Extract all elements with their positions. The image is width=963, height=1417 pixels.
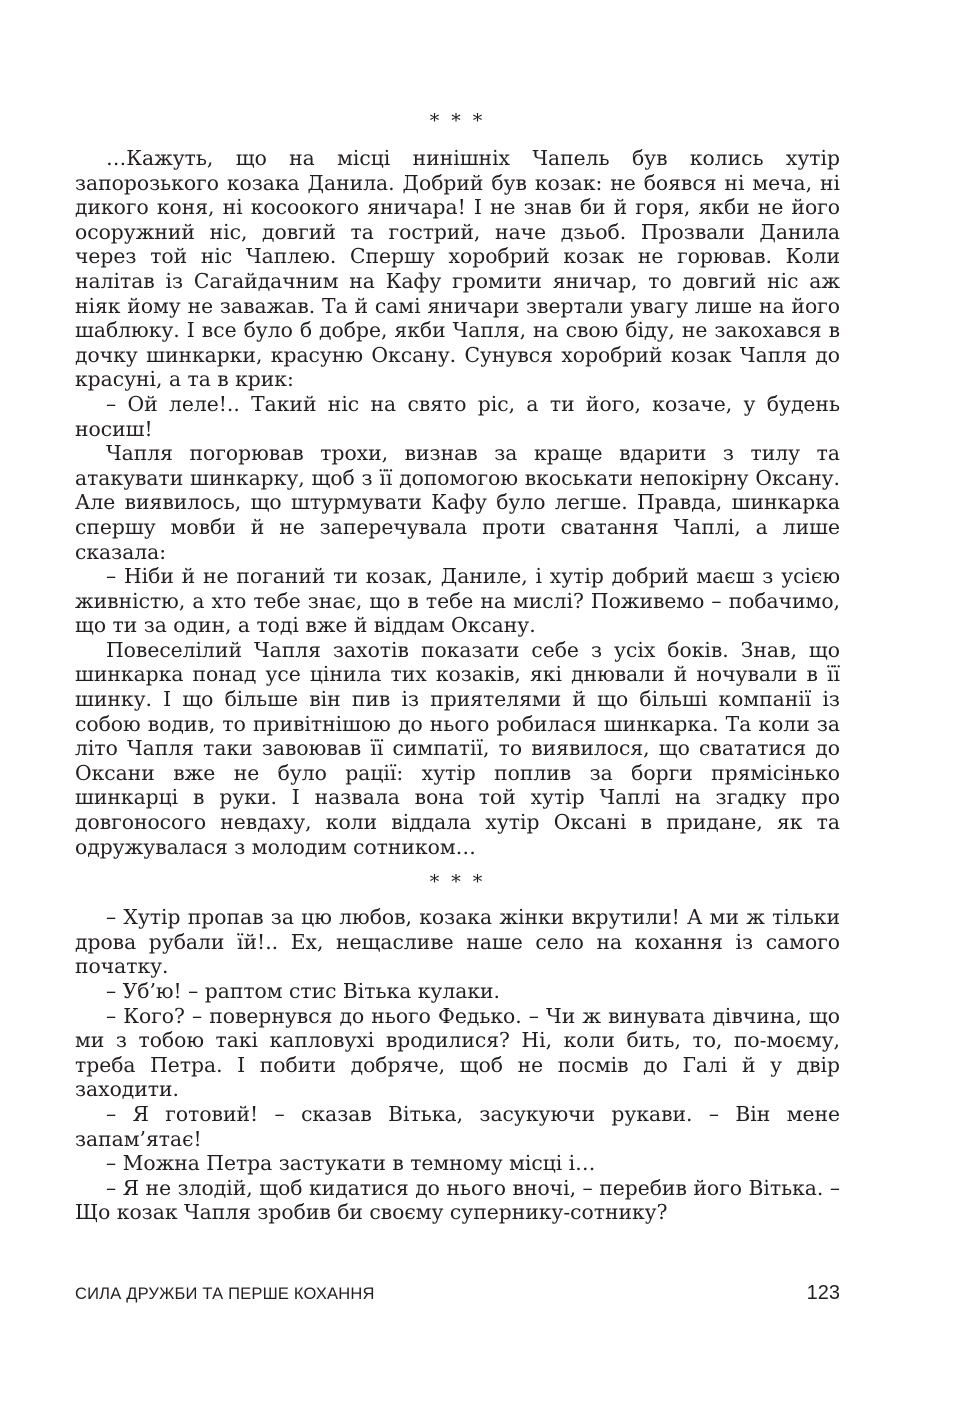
paragraph: – Хутір пропав за цю любов, козака жінки вкрутили! А ми ж тільки дрова рубали їй!.. Ех, нещасливе наше село на кохання із самого початку. [75, 905, 840, 979]
section-dialogue [75, 905, 840, 1225]
paragraph: – Кого? – повернувся до нього Федько. – Чи ж винувата дівчина, що ми з тобою такі капловухі вродилися? Ні, коли бить, то, по-моєму, треба Петра. І побити добряче, щоб не посмів до Галі й у двір заходити. [75, 1003, 840, 1102]
paragraph: – Я не злодій, щоб кидатися до нього вночі, – перебив його Вітька. – Що козак Чапля зробив би своєму супернику-сотнику? [75, 1175, 840, 1225]
running-title: СИЛА ДРУЖБИ ТА ПЕРШЕ КОХАННЯ [75, 1285, 375, 1303]
page-body [75, 108, 840, 1225]
section-separator: * * * [429, 871, 486, 894]
page-number: 123 [806, 1282, 840, 1304]
paragraph: – Уб’ю! – раптом стис Вітька кулаки. [106, 979, 500, 1003]
paragraph: – Ой леле!.. Такий ніс на свято ріс, а ти його, козаче, у будень носиш! [75, 391, 840, 441]
paragraph: Чапля погорював трохи, визнав за краще вдарити з тилу та атакувати шинкарку, щоб з її допомогою вкоськати непокірну Оксану. Але виявилось, що штурмувати Кафу було легше. Правда, шинкарка спершу мовби й не заперечувала проти сватання Чаплі, а лише сказала: [75, 441, 840, 564]
paragraph: – Я готовий! – сказав Вітька, засукуючи рукави. – Він мене запам’ятає! [75, 1101, 840, 1151]
page-footer [75, 1282, 840, 1305]
paragraph: Повеселілий Чапля захотів показати себе з усіх боків. Знав, що шинкарка понад усе цінила тих козаків, які днювали й ночували в її шинку. І що більше він пив із приятелями й що більші компанії із собою водив, то привітнішою до нього робилася шинкарка. Та коли за літо Чапля таки завоював її симпатії, то виявилося, що свататися до Оксани вже не було рації: хутір поплив за борги прямісінько шинкарці в руки. І назвала вона той хутір Чаплі на згадку про довгоносого невдаху, коли віддала хутір Оксані в придане, як та одружувалася з молодим сотником… [75, 637, 840, 859]
paragraph: – Можна Петра застукати в темному місці і… [106, 1151, 596, 1176]
paragraph: …Кажуть, що на місці нинішніх Чапель був колись хутір запорозького козака Данила. Добрий був козак: не боявся ні меча, ні дикого коня, ні косоокого яничара! І не знав би й горя, якби не його осоружний ніс, довгий та гострий, наче дзьоб. Прозвали Данила через той ніс Чаплею. Спершу хоробрий козак не горював. Коли налітав із Сагайдачним на Кафу громити яничар, то довгий ніс аж ніяк йому не заважав. Та й самі яничари звертали увагу лише на його шаблюку. І все було б добре, якби Чапля, на свою біду, не закохався в дочку шинкарки, красуню Оксану. Сунувся хоробрий козак Чапля до красуні, а та в крик: [75, 146, 840, 392]
section-separator: * * * [429, 110, 486, 132]
section-legend [75, 146, 840, 859]
paragraph: – Ніби й не поганий ти козак, Даниле, і хутір добрий маєш з усією живністю, а хто тебе знає, що в тебе на мислі? Поживемо – побачимо, що ти за один, а тоді вже й віддам Оксану. [75, 564, 840, 638]
